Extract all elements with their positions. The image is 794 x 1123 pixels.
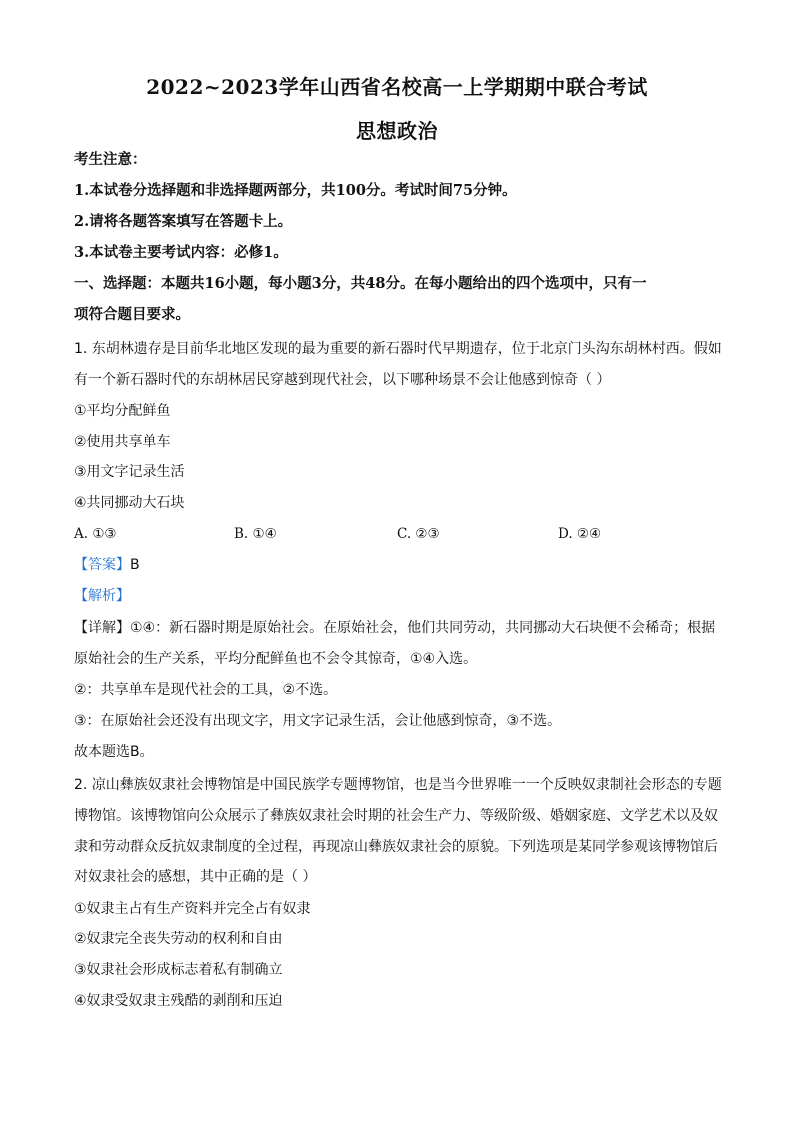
section-instruction-line: 一、选择题：本题共16小题，每小题3分，共48分。在每小题给出的四个选项中，只有一 <box>74 275 647 292</box>
question-1-option-c: C. ②③ <box>397 526 440 542</box>
answer-tag: 【答案】 <box>74 557 130 573</box>
answer-value: B <box>130 557 140 573</box>
question-1-stem-line: 有一个新石器时代的东胡林居民穿越到现代社会，以下哪种场景不会让他感到惊奇（ ） <box>74 372 611 388</box>
detail-tag: 【详解】 <box>74 620 130 636</box>
question-1-option-b: B. ①④ <box>234 526 277 542</box>
notice-heading: 考生注意： <box>74 151 147 168</box>
section-instruction-line: 项符合题目要求。 <box>74 306 190 323</box>
question-1-conclusion: 故本题选B。 <box>74 744 154 760</box>
question-2-item: ②奴隶完全丧失劳动的权利和自由 <box>74 931 283 947</box>
exam-title: 2022~2023学年山西省名校高一上学期期中联合考试 <box>146 75 648 99</box>
question-2-stem-line: 博物馆。该博物馆向公众展示了彝族奴隶社会时期的社会生产力、等级阶级、婚姻家庭、文学艺术以及奴 <box>74 808 718 824</box>
notice-item: 1.本试卷分选择题和非选择题两部分，共100分。考试时间75分钟。 <box>74 182 517 199</box>
question-1-stem-line: 1. 东胡林遗存是目前华北地区发现的最为重要的新石器时代早期遗存，位于北京门头沟东胡林村西。假如 <box>74 341 722 357</box>
exam-subject: 思想政治 <box>356 119 438 143</box>
question-1-analysis-heading <box>74 586 724 606</box>
question-1-answer <box>74 555 724 575</box>
analysis-tag: 【解析】 <box>74 588 130 604</box>
question-2-item: ③奴隶社会形成标志着私有制确立 <box>74 962 283 978</box>
question-2-item: ①奴隶主占有生产资料并完全占有奴隶 <box>74 901 311 917</box>
question-1-option-d: D. ②④ <box>558 526 602 542</box>
question-2-stem-line: 隶和劳动群众反抗奴隶制度的全过程，再现凉山彝族奴隶社会的原貌。下列选项是某同学参观该博物馆后 <box>74 839 718 855</box>
detail-text: ①④：新石器时期是原始社会。在原始社会，他们共同劳动，共同挪动大石块便不会稀奇；根据 <box>130 620 716 636</box>
question-1-detail-line: ③：在原始社会还没有出现文字，用文字记录生活，会让他感到惊奇，③不选。 <box>74 713 562 729</box>
question-2-item: ④奴隶受奴隶主残酷的剥削和压迫 <box>74 993 283 1009</box>
question-1-detail-line: ②：共享单车是现代社会的工具，②不选。 <box>74 682 338 698</box>
notice-item: 2.请将各题答案填写在答题卡上。 <box>74 213 293 230</box>
question-1-item: ④共同挪动大石块 <box>74 495 185 511</box>
question-1-detail-line <box>74 618 724 638</box>
question-2-stem-line: 2. 凉山彝族奴隶社会博物馆是中国民族学专题博物馆，也是当今世界唯一一个反映奴隶制社会形态的专题 <box>74 777 722 793</box>
notice-item: 3.本试卷主要考试内容：必修1。 <box>74 244 288 261</box>
question-1-option-a: A. ①③ <box>74 526 117 542</box>
question-1-item: ②使用共享单车 <box>74 434 171 450</box>
question-1-detail-line: 原始社会的生产关系，平均分配鲜鱼也不会令其惊奇，①④入选。 <box>74 651 478 667</box>
question-1-item: ③用文字记录生活 <box>74 464 185 480</box>
question-1-item: ①平均分配鲜鱼 <box>74 403 171 419</box>
question-2-stem-line: 对奴隶社会的感想，其中正确的是（ ） <box>74 869 317 885</box>
